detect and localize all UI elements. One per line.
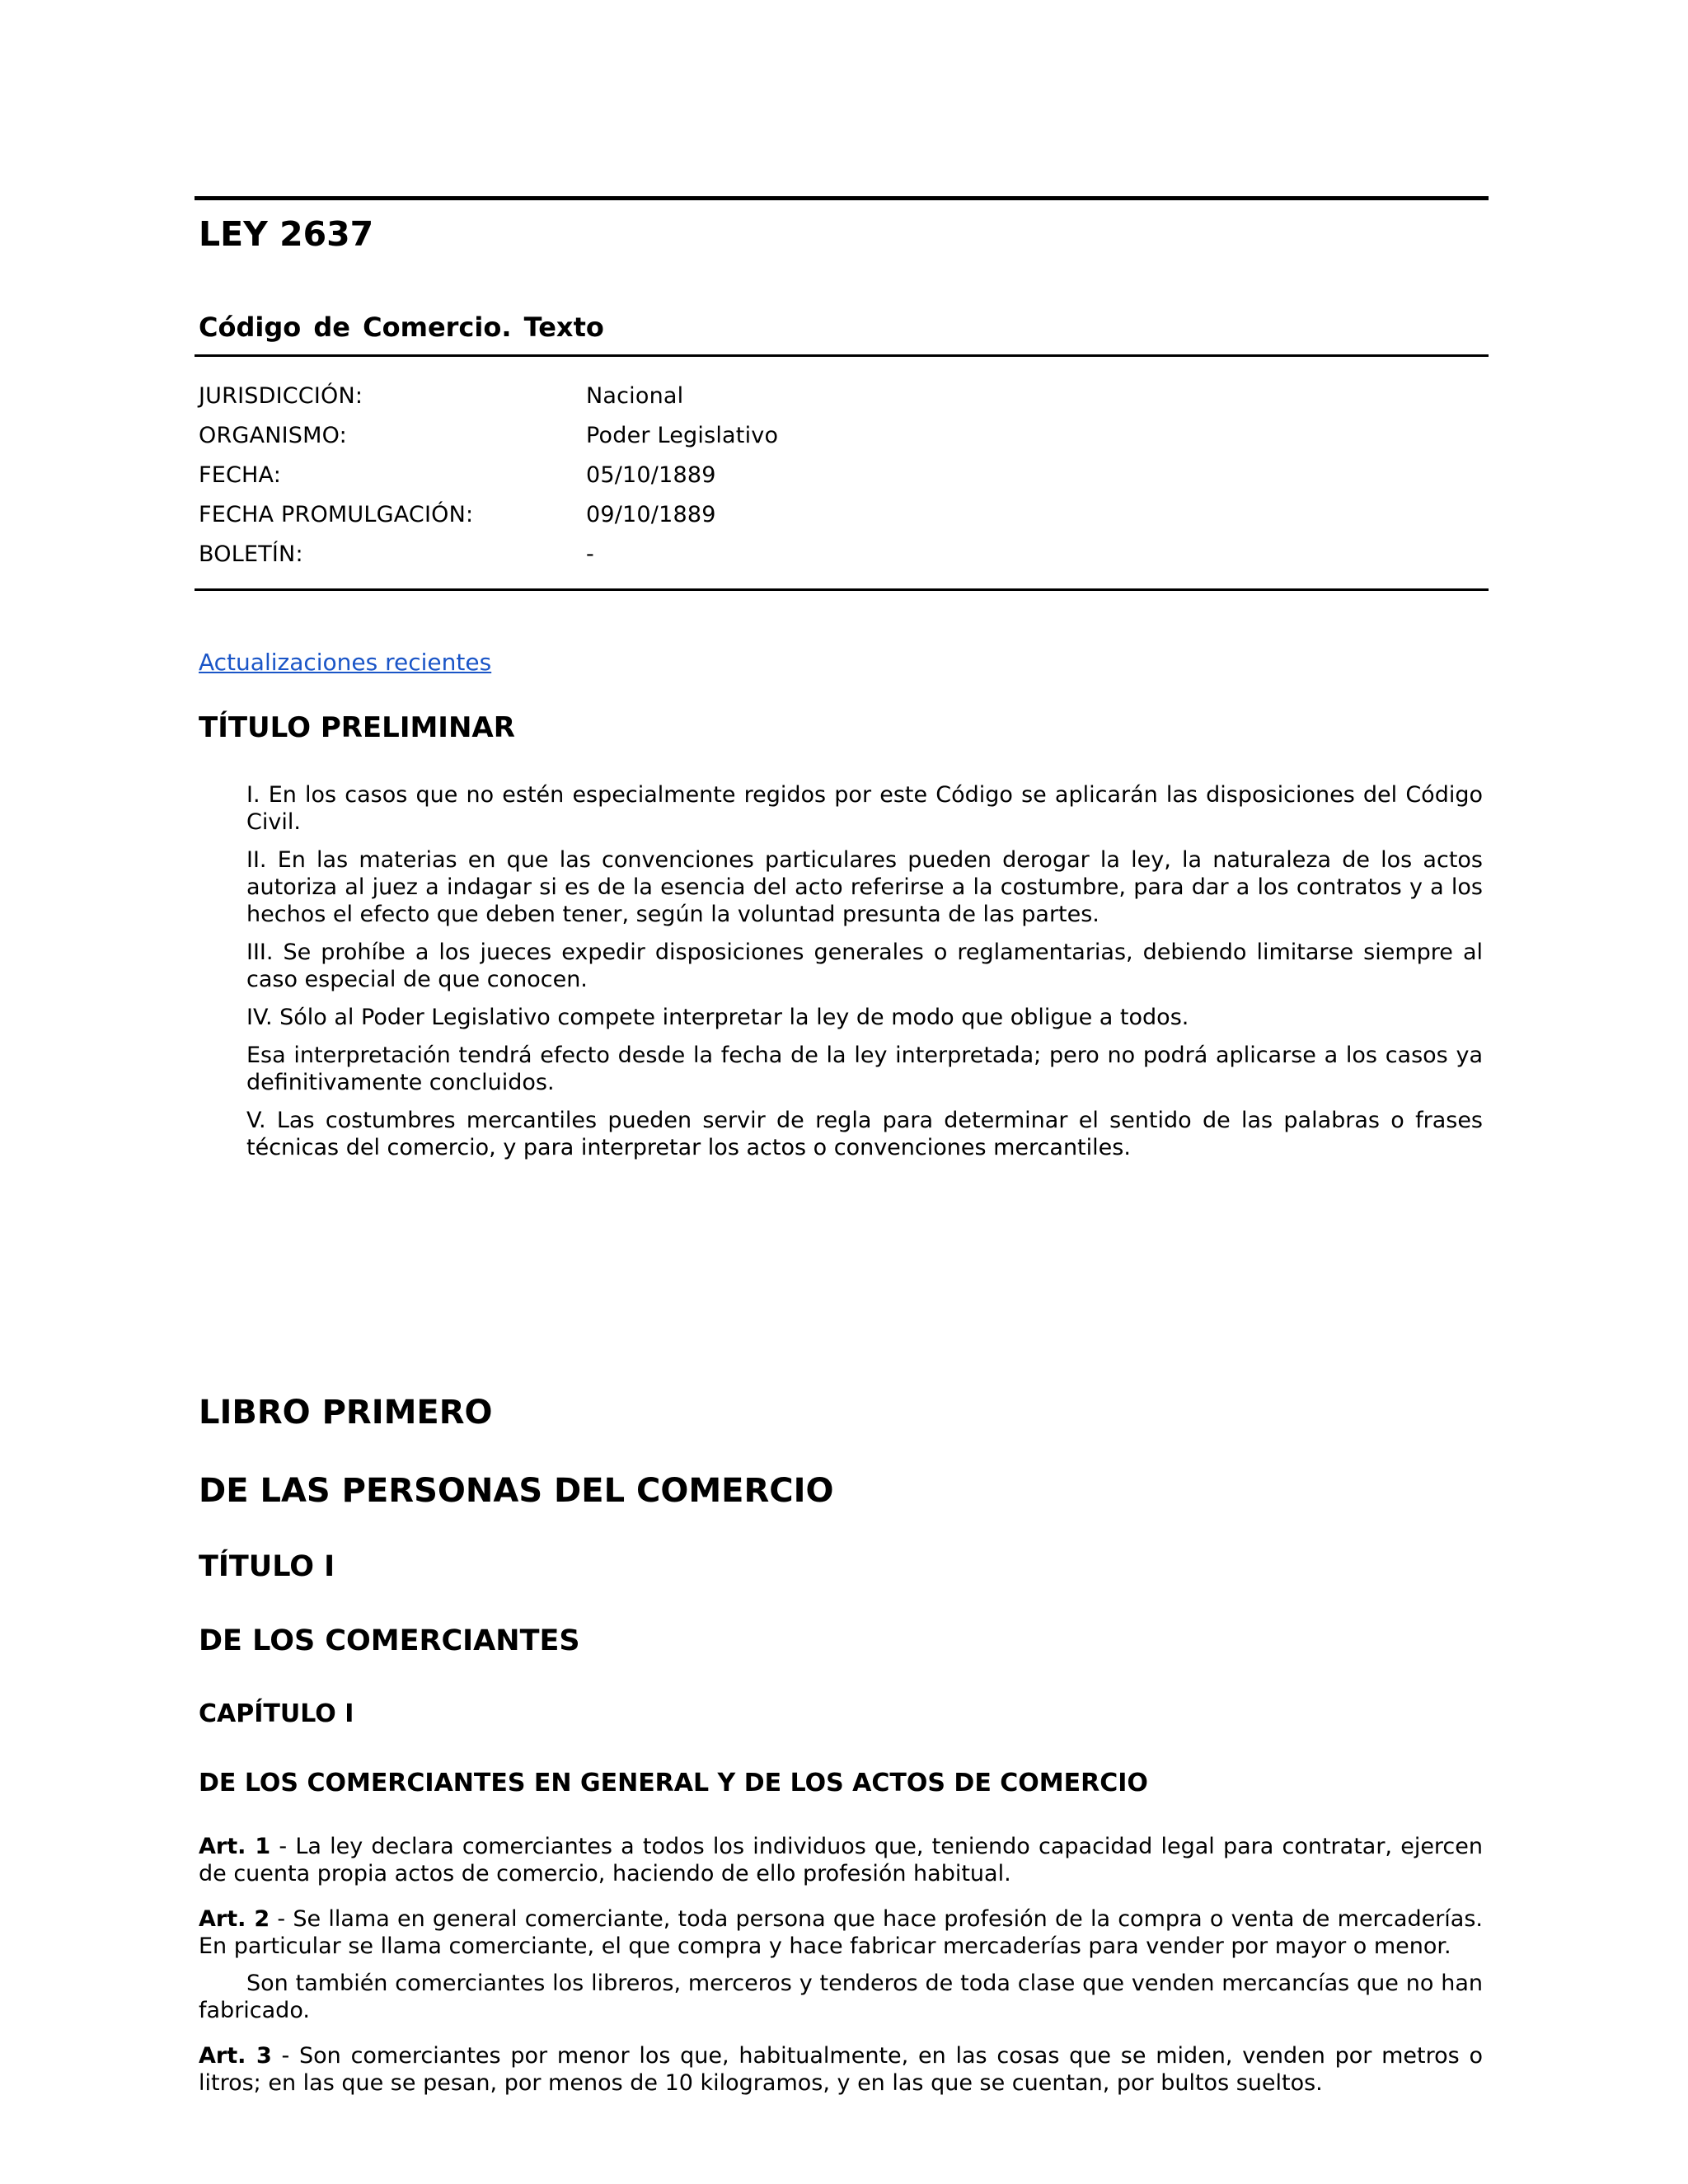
prelim-paragraph-3: III. Se prohíbe a los jueces expedir disposiciones generales o reglamentarias, debiendo limitarse siempre al caso especial de que conocen. — [246, 940, 1483, 992]
titulo-1-heading: TÍTULO I — [199, 1550, 335, 1583]
prelim-paragraph-2: II. En las materias en que las convenciones particulares pueden derogar la ley, la naturaleza de los actos autoriza al juez a indagar si es de la esencia del acto referirse a la costumbre, para dar a los contratos y a los hechos el efecto que deben tener, según la voluntad presunta de las partes. — [246, 847, 1483, 927]
comerciantes-heading: DE LOS COMERCIANTES — [199, 1624, 580, 1657]
metadata-value: 05/10/1889 — [586, 462, 716, 488]
metadata-row-fecha — [199, 455, 1484, 494]
titulo-preliminar-body — [246, 781, 1483, 1172]
recent-updates-link[interactable]: Actualizaciones recientes — [199, 649, 492, 676]
metadata-row-jurisdiccion — [199, 376, 1484, 415]
metadata-row-boletin — [199, 534, 1484, 574]
metadata-key: JURISDICCIÓN: — [199, 382, 363, 409]
article-label: Art. 1 — [199, 1834, 271, 1859]
law-subtitle: Código de Comercio. Texto — [199, 312, 604, 343]
comerciantes-general-heading: DE LOS COMERCIANTES EN GENERAL Y DE LOS ACTOS DE COMERCIO — [199, 1769, 1148, 1797]
top-divider — [195, 196, 1489, 200]
prelim-paragraph-6: V. Las costumbres mercantiles pueden servir de regla para determinar el sentido de las palabras o frases técnicas del comercio, y para interpretar los actos o convenciones mercantiles. — [246, 1108, 1483, 1160]
metadata-key: ORGANISMO: — [199, 422, 347, 448]
metadata-value: 09/10/1889 — [586, 501, 716, 527]
prelim-paragraph-1: I. En los casos que no estén especialmente regidos por este Código se aplicarán las disposiciones del Código Civil. — [246, 782, 1483, 835]
article-label: Art. 3 — [199, 2043, 272, 2069]
metadata-key: BOLETÍN: — [199, 541, 303, 567]
metadata-value: - — [586, 541, 594, 567]
article-1 — [199, 1833, 1483, 1887]
article-2-continuation: Son también comerciantes los libreros, merceros y tenderos de toda clase que venden mercancías que no han fabricado. — [199, 1971, 1483, 2023]
article-text: - Son comerciantes por menor los que, habitualmente, en las cosas que se miden, venden por metros o litros; en las que se pesan, por menos de 10 kilogramos, y en las que se cuentan, por bultos sueltos. — [199, 2043, 1484, 2096]
article-text: - Se llama en general comerciante, toda persona que hace profesión de la compra o venta de mercaderías. En particular se llama comerciante, el que compra y hace fabricar mercaderías para vender por mayor o menor. — [199, 1906, 1483, 1959]
metadata-value: Nacional — [586, 382, 684, 409]
prelim-paragraph-4: IV. Sólo al Poder Legislativo compete interpretar la ley de modo que obligue a todos. — [246, 1005, 1189, 1030]
metadata-row-fecha-promulgacion — [199, 494, 1484, 534]
header-divider — [195, 354, 1489, 357]
metadata-divider — [195, 588, 1489, 591]
metadata-value: Poder Legislativo — [586, 422, 779, 448]
article-text: - La ley declara comerciantes a todos los individuos que, teniendo capacidad legal para contratar, ejercen de cuenta propia actos de comercio, haciendo de ello profesión habitual. — [199, 1834, 1484, 1886]
capitulo-1-heading: CAPÍTULO I — [199, 1699, 354, 1728]
article-label: Art. 2 — [199, 1906, 270, 1932]
law-title: LEY 2637 — [199, 214, 374, 254]
metadata-key: FECHA PROMULGACIÓN: — [199, 501, 474, 527]
articles-body — [199, 1833, 1483, 2115]
personas-heading: DE LAS PERSONAS DEL COMERCIO — [199, 1472, 834, 1510]
titulo-preliminar-heading: TÍTULO PRELIMINAR — [199, 711, 515, 744]
article-3 — [199, 2042, 1483, 2097]
metadata-key: FECHA: — [199, 462, 282, 488]
metadata-row-organismo — [199, 415, 1484, 455]
metadata-table — [199, 376, 1484, 574]
prelim-paragraph-5: Esa interpretación tendrá efecto desde la fecha de la ley interpretada; pero no podrá aplicarse a los casos ya definitivamente concluidos. — [246, 1043, 1483, 1095]
libro-primero-heading: LIBRO PRIMERO — [199, 1394, 493, 1432]
article-2 — [199, 1905, 1483, 1960]
